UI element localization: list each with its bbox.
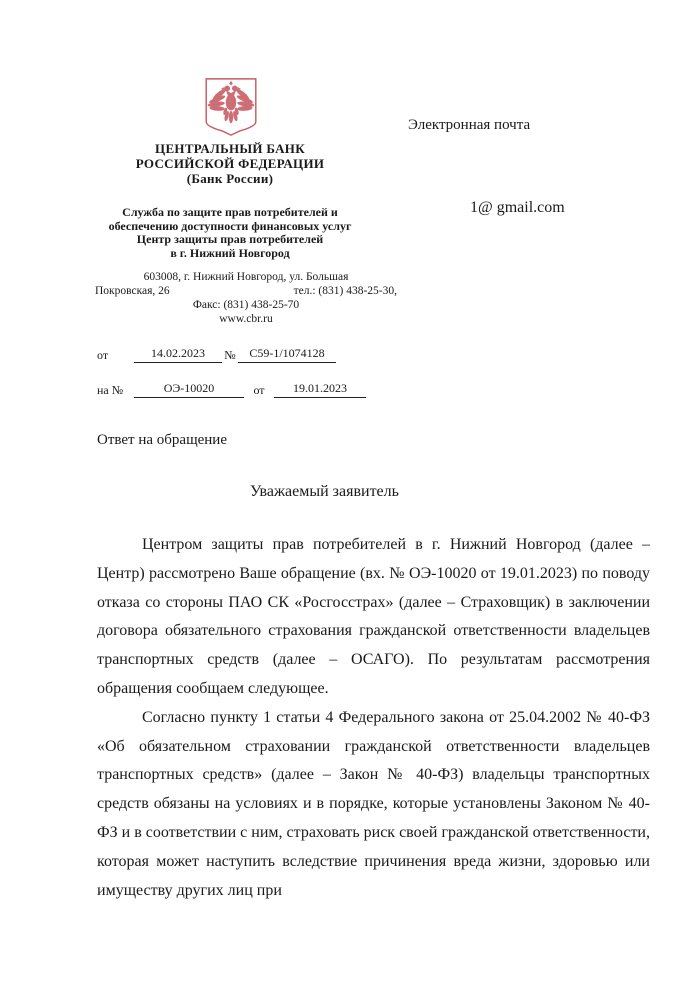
department-line: в г. Нижний Новгород [170, 245, 290, 260]
department-block [95, 206, 365, 260]
phone-number: тел.: (831) 438-25-30, [293, 285, 397, 297]
address-street: Покровская, 26 [95, 285, 170, 297]
org-name-line: РОССИЙСКОЙ ФЕДЕРАЦИИ [135, 156, 325, 171]
address-line: 603008, г. Нижний Новгород, ул. Большая [143, 271, 349, 283]
department-line: Служба по защите прав потребителей и [122, 205, 338, 219]
org-name-line: ЦЕНТРАЛЬНЫЙ БАНК [155, 141, 305, 156]
delivery-channel-label: Электронная почта [408, 117, 531, 133]
body-paragraph: Согласно пункту 1 статьи 4 Федерального закона от 25.04.2002 № 40-ФЗ «Об обязательном страховании гражданской ответственности владельцев транспортных средств» (далее – Закон № 40-ФЗ) владельцы транспортных средств обязаны на условиях и в порядке, которые установлены Законом № 40-ФЗ и в соответствии с ним, страховать риск своей гражданской ответственности, которая может наступить вследствие причинения вреда жизни, здоровью или имуществу других лиц при [97, 708, 650, 899]
subject-line: Ответ на обращение [97, 432, 227, 448]
ref-label-ot2: от [253, 383, 265, 397]
org-name-line: (Банк России) [186, 171, 274, 186]
address-block [95, 270, 397, 326]
ref-label-na-no: на № [97, 383, 124, 397]
org-name-block [95, 141, 365, 186]
incoming-date: 19.01.2023 [274, 381, 366, 398]
website: www.cbr.ru [219, 313, 273, 325]
ref-label-no: № [224, 348, 236, 362]
outgoing-ref-row [97, 346, 397, 363]
ref-label-ot: от [97, 348, 109, 362]
salutation: Уважаемый заявитель [250, 483, 399, 500]
fax-number: Факс: (831) 438-25-70 [192, 299, 300, 311]
letter-body [97, 531, 650, 905]
bank-of-russia-emblem-icon [202, 76, 260, 138]
recipient-email: 1@ gmail.com [470, 199, 565, 216]
address-line [95, 284, 397, 298]
outgoing-date: 14.02.2023 [134, 346, 222, 363]
incoming-number: ОЭ-10020 [134, 381, 244, 398]
outgoing-number: С59-1/1074128 [238, 346, 336, 363]
body-paragraph: Центром защиты прав потребителей в г. Нижний Новгород (далее – Центр) рассмотрено Ваше обращение (вх. № ОЭ-10020 от 19.01.2023) по поводу отказа со стороны ПАО СК «Росгосстрах» (далее – Страховщик) в заключении договора обязательного страхования гражданской ответственности владельцев транспортных средств (далее – ОСАГО). По результатам рассмотрения обращения сообщаем следующее. [97, 536, 650, 697]
department-line: обеспечению доступности финансовых услуг [108, 218, 352, 233]
department-line: Центр защиты прав потребителей [136, 232, 324, 246]
incoming-ref-row [97, 381, 397, 398]
